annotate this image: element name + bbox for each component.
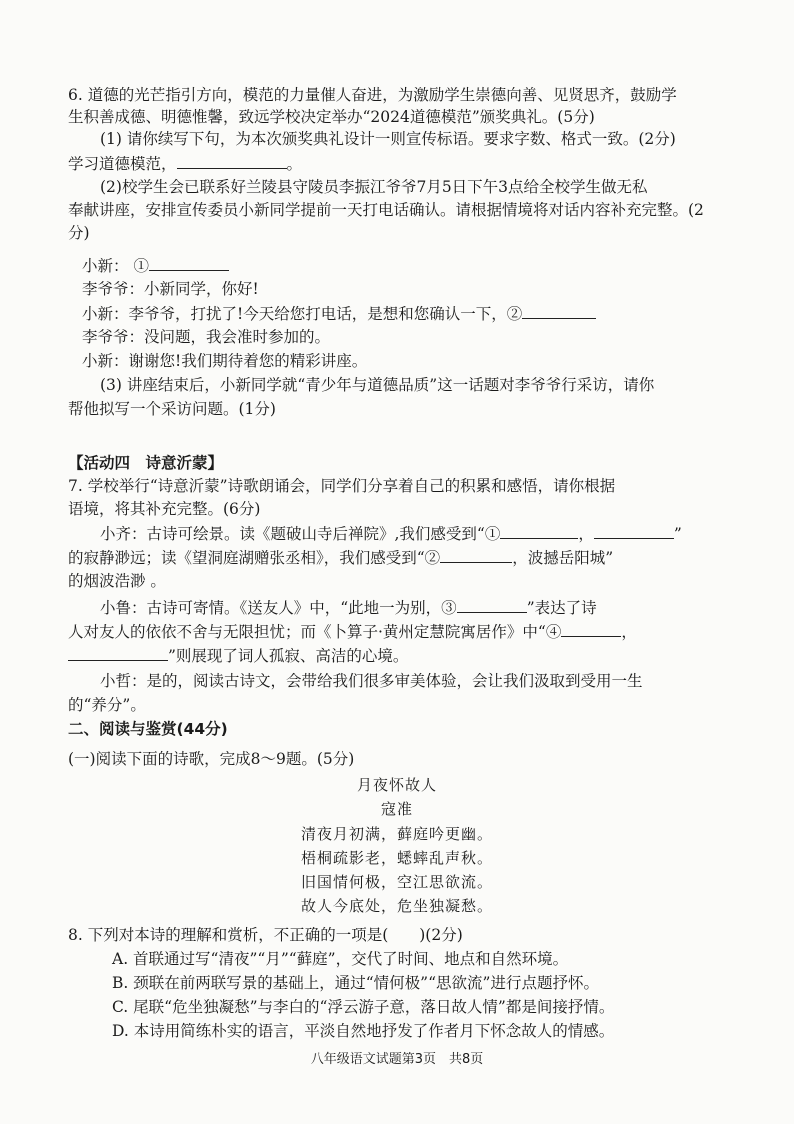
q7-xiaolu-line1 <box>100 596 730 619</box>
section2-sub1: (一)阅读下面的诗歌，完成8～9题。(5分) <box>68 750 355 768</box>
q7-text: ，波撼岳阳城” <box>512 549 614 567</box>
q7-text: ”则展现了词人孤寂、高洁的心境。 <box>168 647 409 665</box>
poem-author: 寇准 <box>380 800 413 818</box>
poem-line: 故人今底处，危坐独凝愁。 <box>300 897 493 915</box>
q8-option-c[interactable]: C. 尾联“危坐独凝愁”与李白的“浮云游子意，落日故人情”都是间接抒情。 <box>112 998 615 1016</box>
q7-blank-4a[interactable] <box>561 620 621 637</box>
q7-xiaoqi-line1 <box>100 522 730 545</box>
dialogue-text: 没问题，我会准时参加的。 <box>144 328 331 346</box>
dialogue-speaker: 小新： <box>82 305 129 323</box>
dialogue-line <box>82 350 730 372</box>
q7-blank-3[interactable] <box>457 596 527 613</box>
dialogue-text: 小新同学，你好! <box>144 280 259 298</box>
q7-text: ”表达了诗 <box>526 599 597 617</box>
q6-part1-answer-line <box>68 152 728 175</box>
dialogue-line <box>82 278 730 300</box>
q7-xiaoqi-line2 <box>68 546 728 569</box>
q7-text: ， <box>621 623 637 641</box>
q6-part3-line2: 帮他拟写一个采访问题。(1分) <box>68 400 276 418</box>
q6-intro-line2: 生积善成德、明德惟馨，致远学校决定举办“2024道德模范”颁奖典礼。(5分) <box>68 108 595 126</box>
q7-xiaoqi-line3: 的烟波浩渺 。 <box>68 572 166 590</box>
dialogue-text: 谢谢您!我们期待着您的精彩讲座。 <box>128 352 368 370</box>
q6-part2-line2: 奉献讲座，安排宣传委员小新同学提前一天打电话确认。请根据情境将对话内容补充完整。(2 <box>68 201 704 219</box>
q7-line2: 语境，将其补充完整。(6分) <box>68 500 261 518</box>
q6-intro-line1: 6. 道德的光芒指引方向，模范的力量催人奋进，为激励学生崇德向善、见贤思齐，鼓励学 <box>68 86 677 104</box>
q7-xiaolu-line3 <box>68 644 728 667</box>
q7-xiaozhe-line2: 的“养分”。 <box>68 696 146 714</box>
q8-stem: 8. 下列对本诗的理解和赏析，不正确的一项是( )(2分) <box>68 926 463 944</box>
poem-line: 旧国情何极，空江思欲流。 <box>300 873 493 891</box>
poem-title: 月夜怀故人 <box>356 776 437 794</box>
dialogue-speaker: 李爷爷： <box>82 328 145 346</box>
poem-line: 梧桐疏影老，蟋蟀乱声秋。 <box>300 849 493 867</box>
dialogue-line <box>82 254 730 277</box>
q7-text: 小鲁：古诗可寄情。《送友人》中，“此地一为别，③ <box>100 599 457 617</box>
dialogue-line <box>82 326 730 348</box>
q6-part2-line3: 分) <box>68 224 90 242</box>
q6-part3-line1: (3) 讲座结束后，小新同学就“青少年与道德品质”这一话题对李爷爷行采访，请你 <box>100 376 655 394</box>
q7-blank-4b[interactable] <box>68 644 168 661</box>
q7-xiaozhe-line1: 小哲：是的，阅读古诗文，会带给我们很多审美体验，会让我们汲取到受用一生 <box>100 672 643 690</box>
section2-heading: 二、阅读与鉴赏(44分) <box>68 720 228 738</box>
q7-blank-1b[interactable] <box>594 522 674 539</box>
q7-text: 人对友人的依依不舍与无限担忧；而《卜算子·黄州定慧院寓居作》中“④ <box>68 623 562 641</box>
dialogue-speaker: 李爷爷： <box>82 280 145 298</box>
dialogue-blank-2[interactable] <box>522 302 596 319</box>
dialogue-text: 李爷爷，打扰了!今天给您打电话，是想和您确认一下， <box>128 305 507 323</box>
q7-text: 小齐：古诗可绘景。读《题破山寺后禅院》,我们感受到“① <box>100 525 501 543</box>
page-footer: 八年级语文试题第3页 共8页 <box>310 1052 484 1067</box>
dialogue-mark: ② <box>506 305 523 323</box>
dialogue-blank-1[interactable] <box>149 254 229 271</box>
q7-blank-1a[interactable] <box>500 522 578 539</box>
q6-part1-blank[interactable] <box>177 152 287 169</box>
q8-option-b[interactable]: B. 颈联在前两联写景的基础上，通过“情何极”“思欲流”进行点题抒怀。 <box>112 974 599 992</box>
q7-text: 的寂静渺远；读《望洞庭湖赠张丞相》，我们感受到“② <box>68 549 441 567</box>
dialogue-speaker: 小新： <box>82 257 129 275</box>
dialogue-mark: ① <box>133 257 149 275</box>
q7-blank-2[interactable] <box>440 546 512 563</box>
q7-xiaolu-line2 <box>68 620 728 643</box>
poem-line: 清夜月初满，藓庭吟更幽。 <box>300 825 493 843</box>
q6-part1-prefix: 学习道德模范， <box>68 155 177 173</box>
dialogue-speaker: 小新： <box>82 352 129 370</box>
q7-text: ” <box>673 525 682 543</box>
q6-part2-line1: (2)校学生会已联系好兰陵县守陵员李振江爷爷7月5日下午3点给全校学生做无私 <box>100 178 648 196</box>
q6-part1-suffix: 。 <box>286 155 303 173</box>
q6-part1-prompt: (1) 请你续写下句，为本次颁奖典礼设计一则宣传标语。要求字数、格式一致。(2分) <box>100 130 676 148</box>
q8-option-a[interactable]: A. 首联通过写“清夜”“月”“藓庭”，交代了时间、地点和自然环境。 <box>112 950 569 968</box>
dialogue-line <box>82 302 730 325</box>
q7-line1: 7. 学校举行“诗意沂蒙”诗歌朗诵会，同学们分享着自己的积累和感悟，请你根据 <box>68 477 616 495</box>
q7-text: ， <box>578 525 594 543</box>
activity4-heading: 【活动四 诗意沂蒙】 <box>68 454 224 472</box>
q8-option-d[interactable]: D. 本诗用简练朴实的语言，平淡自然地抒发了作者月下怀念故人的情感。 <box>112 1022 615 1040</box>
